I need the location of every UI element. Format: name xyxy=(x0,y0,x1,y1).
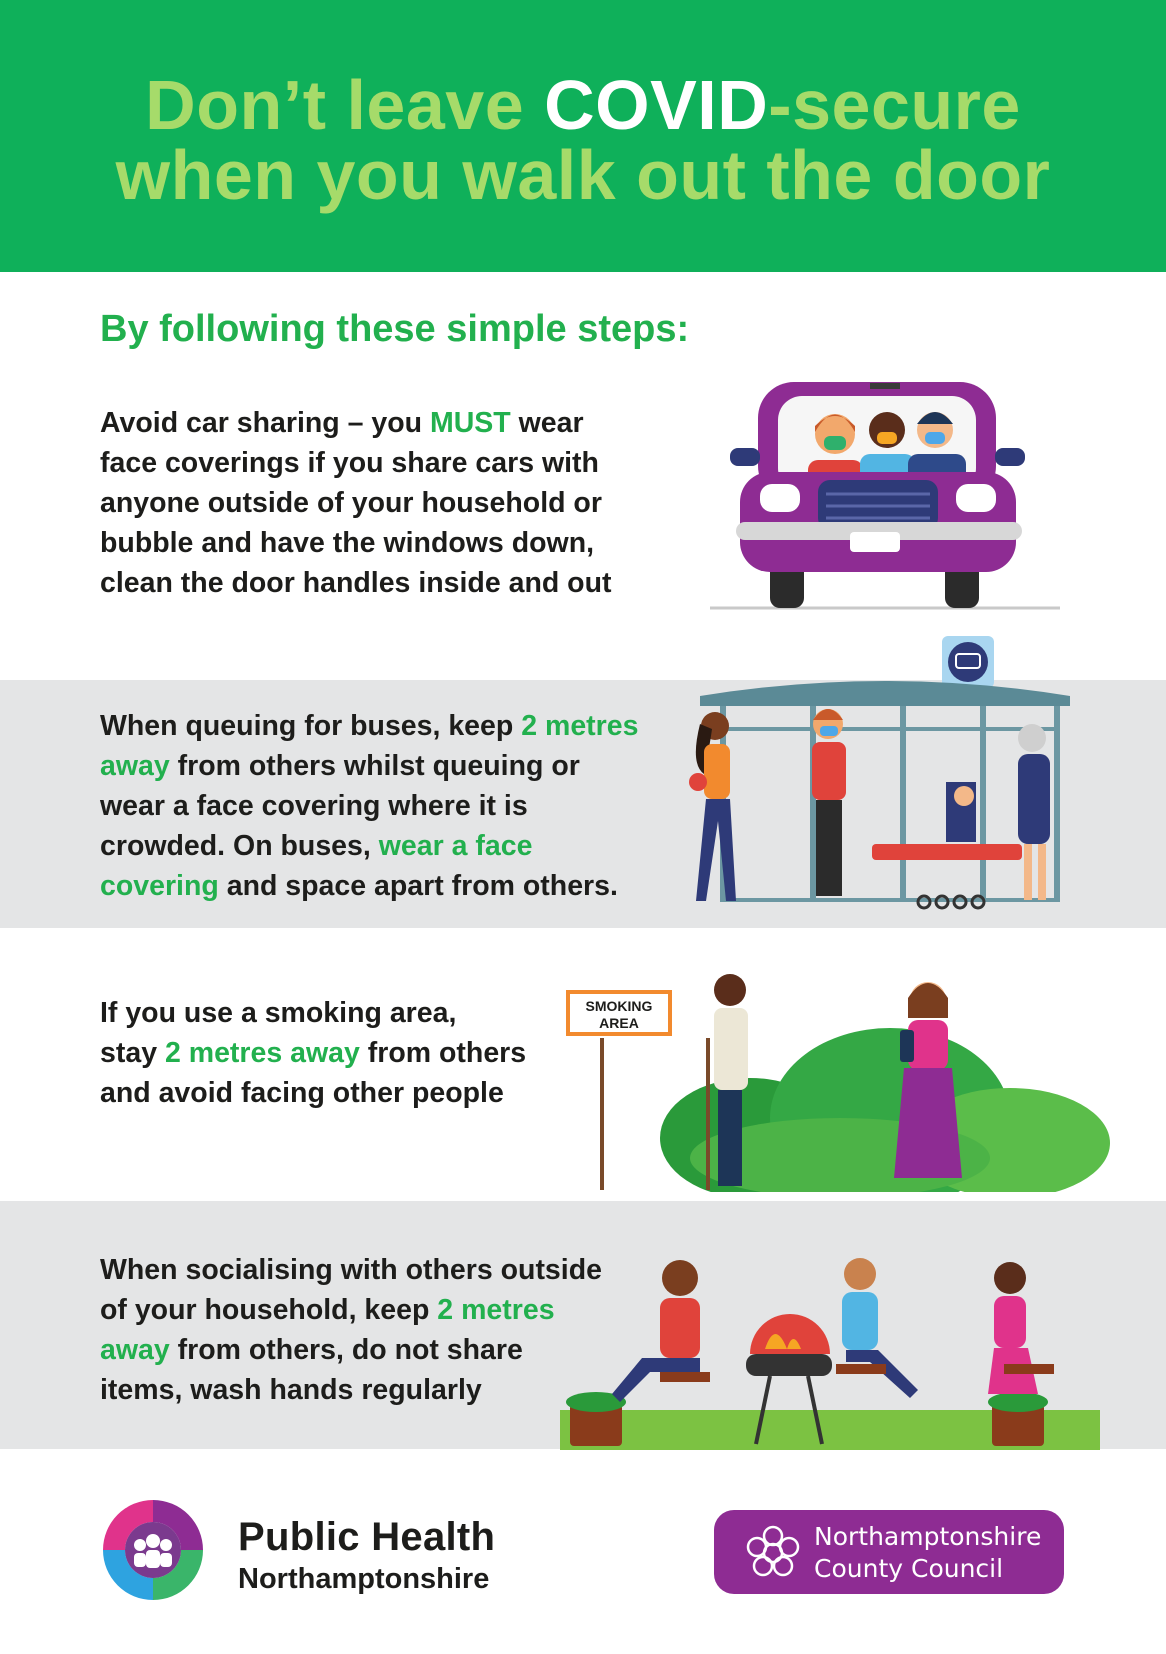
step-text-line: wear a face covering where it is xyxy=(100,790,528,822)
step-highlight: covering xyxy=(100,870,219,902)
step-text-fragment: of your household, keep xyxy=(100,1294,438,1326)
step-socialising-text xyxy=(100,1250,602,1410)
step-text-fragment: crowded. On buses, xyxy=(100,830,379,862)
council-logo xyxy=(714,1510,1064,1594)
rose-emblem-icon xyxy=(742,1522,804,1584)
bus-icon xyxy=(948,642,988,682)
header-banner xyxy=(0,0,1166,272)
step-text-line: When socialising with others outside xyxy=(100,1254,602,1286)
step-highlight: MUST xyxy=(429,407,511,439)
step-highlight: 2 metres xyxy=(437,1294,555,1326)
step-text-fragment: When queuing for buses, keep xyxy=(100,710,522,742)
title-highlight: COVID xyxy=(544,66,769,144)
smoking-area-illustration xyxy=(585,968,1110,1192)
step-text-fragment: wear xyxy=(510,407,584,439)
step-text-fragment: stay xyxy=(100,1037,165,1069)
step-highlight: 2 metres away xyxy=(164,1037,360,1069)
step-text-fragment: from others whilst queuing or xyxy=(169,750,580,782)
public-health-logo-icon xyxy=(98,1495,208,1605)
step-text-line: face coverings if you share cars with xyxy=(100,447,599,479)
bus-stop-illustration xyxy=(680,634,1090,920)
public-health-name: Public Health xyxy=(238,1515,496,1559)
public-health-area: Northamptonshire xyxy=(238,1563,490,1595)
step-text-line: items, wash hands regularly xyxy=(100,1374,482,1406)
step-text-fragment: Avoid car sharing – you xyxy=(100,407,430,439)
step-highlight: away xyxy=(100,750,170,782)
step-car-text xyxy=(100,403,611,603)
step-text-line: anyone outside of your household or xyxy=(100,487,602,519)
step-bus-text xyxy=(100,706,638,906)
subheading: By following these simple steps: xyxy=(100,308,690,350)
title-part1: Don’t leave xyxy=(145,66,545,144)
council-name-line2: County Council xyxy=(814,1554,1004,1583)
step-text-line: clean the door handles inside and out xyxy=(100,567,612,599)
car-illustration xyxy=(700,372,1070,612)
step-smoking-text xyxy=(100,993,526,1113)
socialising-illustration xyxy=(560,1254,1100,1450)
step-text-line: bubble and have the windows down, xyxy=(100,527,595,559)
title-part2: -secure xyxy=(768,66,1021,144)
step-text-line: If you use a smoking area, xyxy=(100,997,457,1029)
page-title xyxy=(0,66,1166,214)
council-name-line1: Northamptonshire xyxy=(814,1522,1042,1551)
title-line2: when you walk out the door xyxy=(115,136,1051,214)
step-highlight: 2 metres xyxy=(521,710,639,742)
step-text-fragment: and space apart from others. xyxy=(218,870,618,902)
sign-line: AREA xyxy=(599,1015,639,1031)
sign-line: SMOKING xyxy=(585,998,653,1014)
step-text-line: and avoid facing other people xyxy=(100,1077,504,1109)
step-text-fragment: from others xyxy=(359,1037,527,1069)
smoking-area-sign xyxy=(566,990,672,1036)
step-highlight: away xyxy=(100,1334,170,1366)
step-highlight: wear a face xyxy=(378,830,533,862)
step-text-fragment: from others, do not share xyxy=(169,1334,523,1366)
